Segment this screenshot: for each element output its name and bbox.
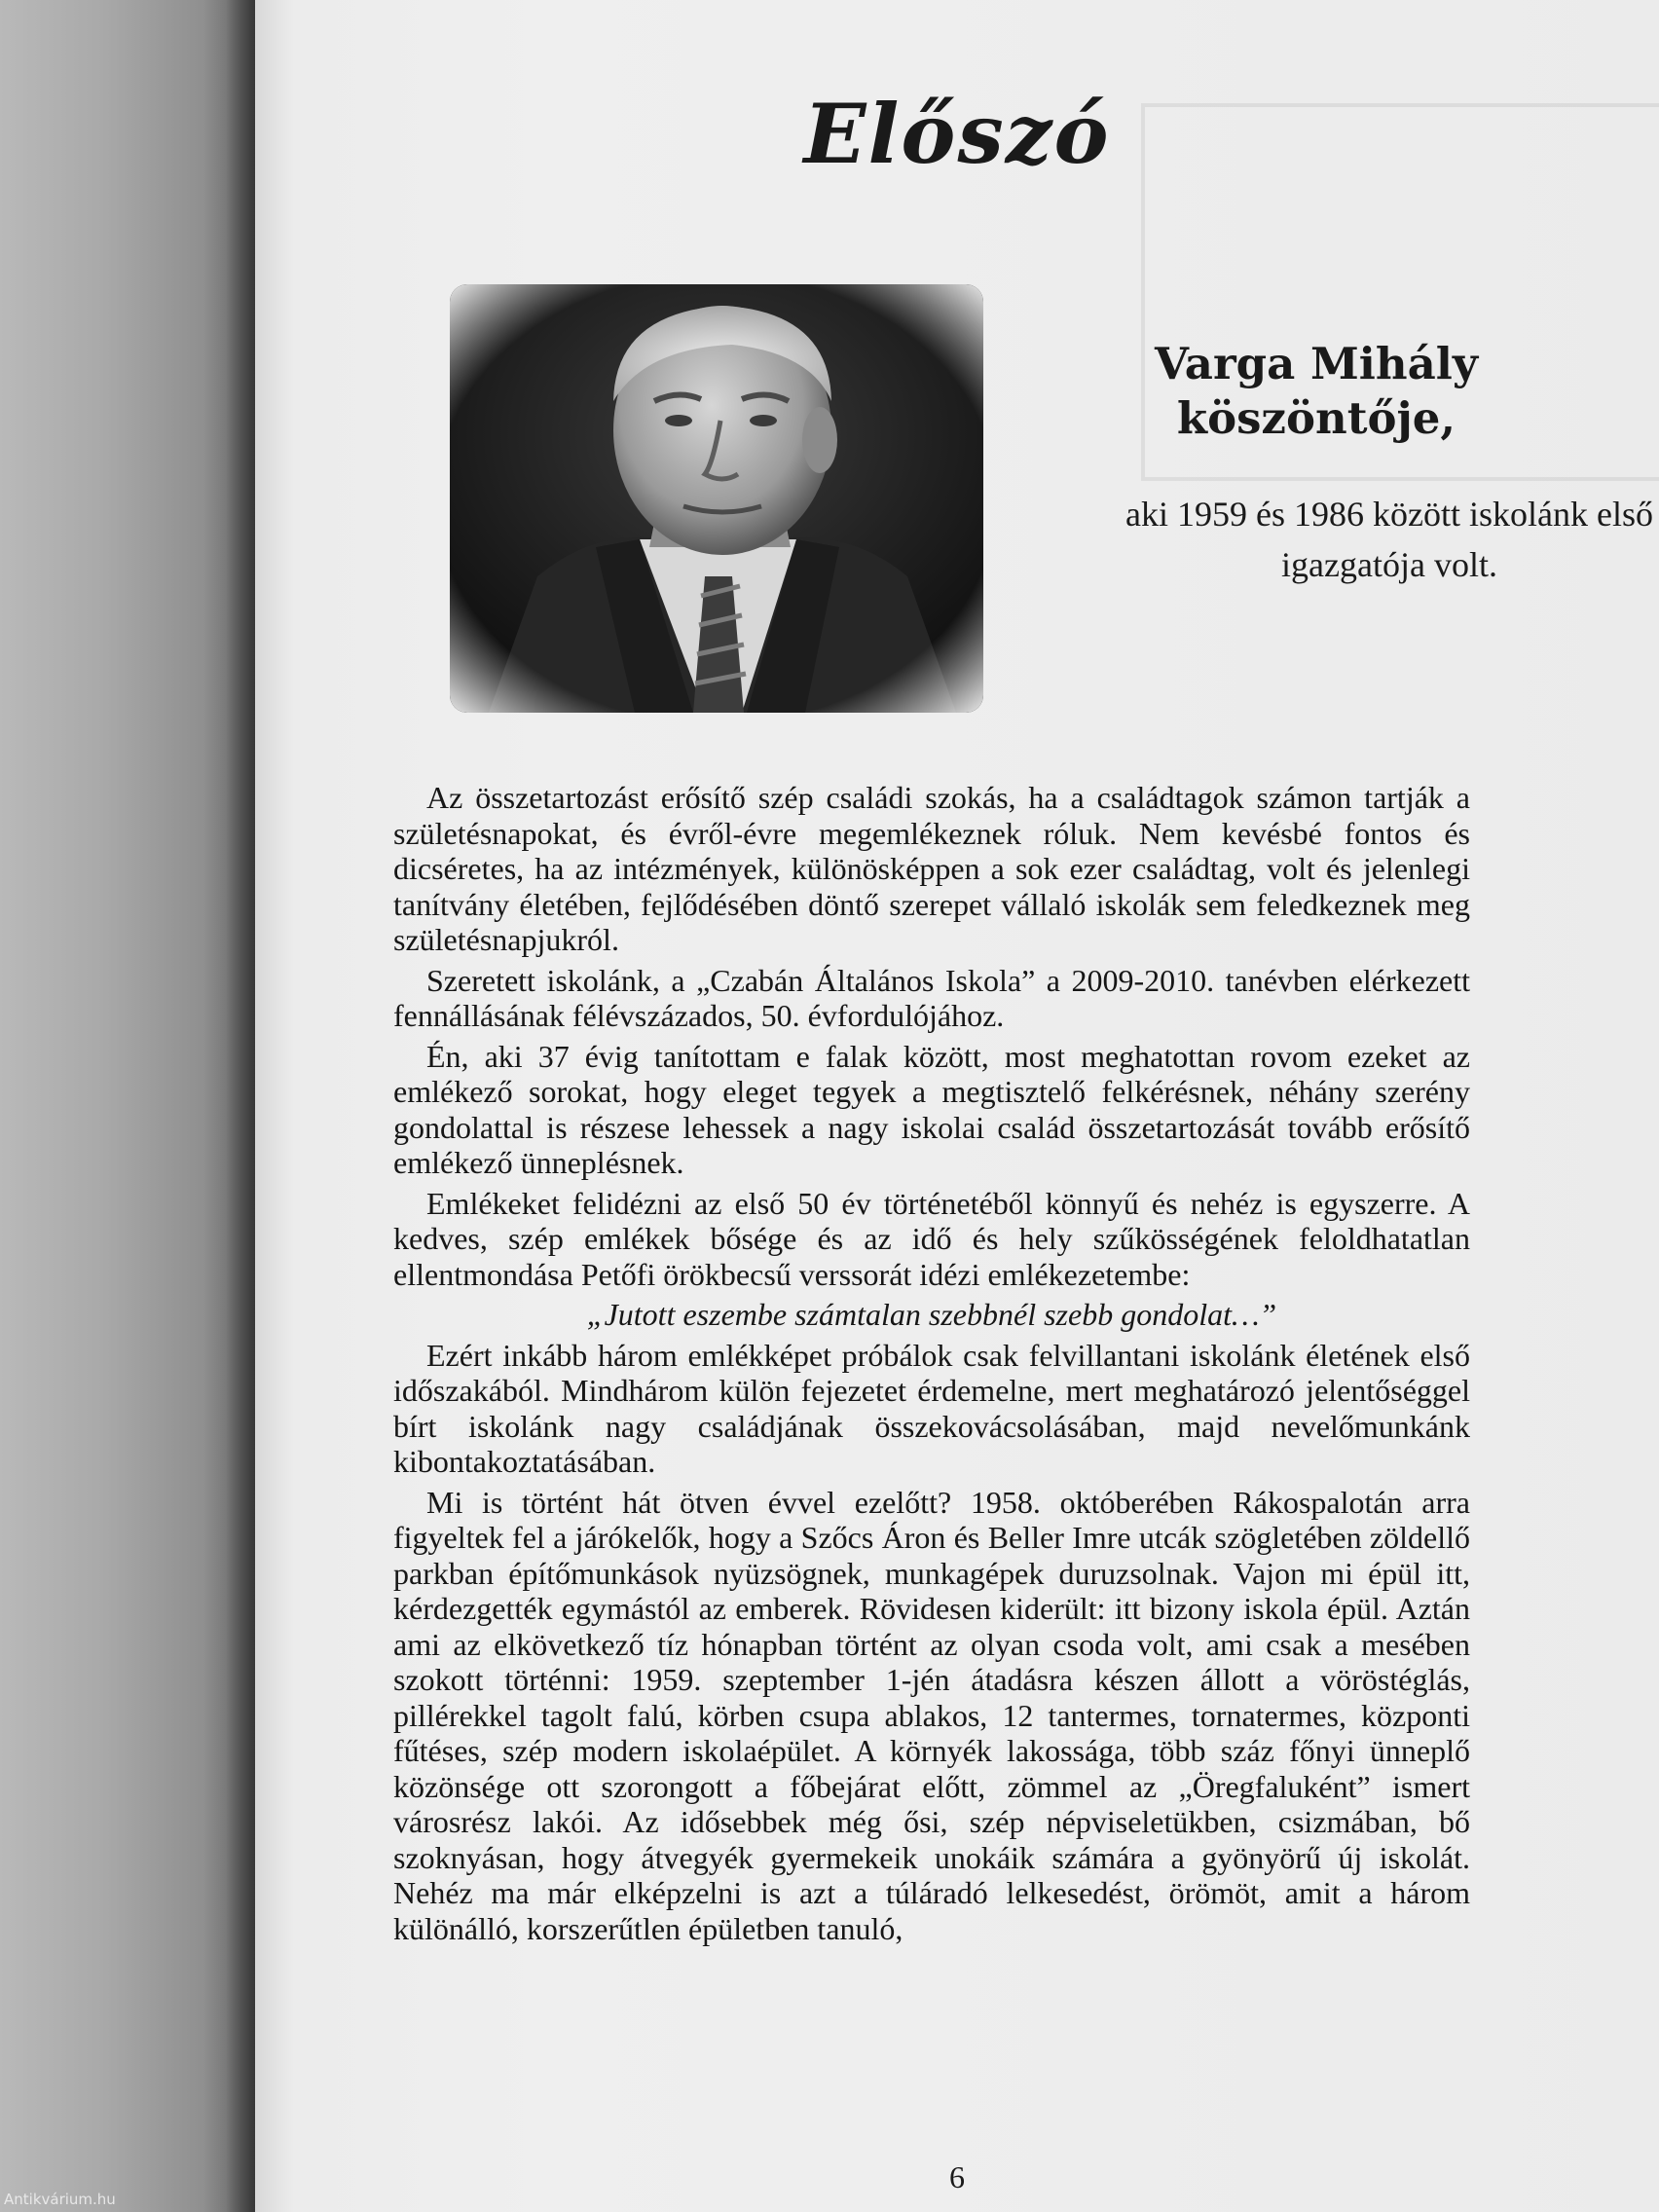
page-number: 6	[949, 2159, 965, 2194]
paragraph: Szeretett iskolánk, a „Czabán Általános Iskola” a 2009-2010. tanévben elérkezett fennállásának félévszázados, 50. évfordulójához.	[393, 962, 1470, 1033]
paragraph: Én, aki 37 évig tanítottam e falak között, most meghatottan rovom ezeket az emlékező sorokat, hogy eleget tegyek a megtisztelő felkérésnek, néhány szerény gondolattal is részese lehessek a nagy iskolai család összetartozását tovább erősítő emlékező ünneplésnek.	[393, 1038, 1470, 1180]
paragraph: Emlékeket felidézni az első 50 év történetéből könnyű és nehéz is egyszerre. A kedves, szép emlékek bősége és az idő és hely szűkösségének feloldhatatlan ellentmondása Petőfi örökbecsű verssorát idézi emlékezetembe:	[393, 1185, 1470, 1292]
body-text	[393, 780, 1470, 1951]
poem-quote: „Jutott eszembe számtalan szebbnél szebb gondolat…”	[586, 1297, 1277, 1332]
spine-shadow	[226, 0, 255, 2212]
paragraph: Mi is történt hát ötven évvel ezelőtt? 1958. októberében Rákospalotán arra figyeltek fel a járókelők, hogy a Szőcs Áron és Beller Imre utcák szögletében zöldellő parkban építőmunkások nyüzsögnek, munkagépek duruzsolnak. Vajon mi épül itt, kérdezgették egymástól az emberek. Rövidesen kiderült: itt bizony iskola épül. Aztán ami az elkövetkező tíz hónapban történt az olyan csoda volt, ami csak a mesében szokott történni: 1959. szeptember 1-jén átadásra készen állott a vöröstéglás, pillérekkel tagolt falú, körben csupa ablakos, 12 tantermes, tornatermes, központi fűtéses, szép modern iskolaépület. A környék lakossága, több száz főnyi ünneplő közönsége ott szorongott a főbejárat előtt, zömmel az „Öregfaluként” ismert városrész lakói. Az idősebbek még ősi, szép népviseletükben, csizmában, bő szoknyásan, hogy átvegyék gyermekeik unokáik számára a gyönyörű új iskolát. Nehéz ma már elképzelni is azt a túláradó lelkesedést, örömöt, amit a három különálló, korszerűtlen épületben tanuló,	[393, 1484, 1470, 1946]
paragraph: Ezért inkább három emlékképet próbálok csak felvillantani iskolánk életének első időszakából. Mindhárom külön fejezetet érdemelne, mert meghatározó jelentőséggel bírt iskolánk nagy családjának összekovácsolásában, majd nevelőmunkánk kibontakoztatásában.	[393, 1337, 1470, 1479]
portrait-photo	[450, 284, 983, 713]
portrait-illustration	[450, 284, 983, 713]
book-spine	[0, 0, 255, 2212]
watermark: Antikvárium.hu	[4, 2191, 116, 2208]
paragraph: Az összetartozást erősítő szép családi szokás, ha a családtagok számon tartják a születésnapokat, és évről-évre megemlékeznek róluk. Nem kevésbé fontos és dicséretes, ha az intézmények, különösképpen a sok ezer családtag, volt és jelenlegi tanítvány életében, fejlődésében döntő szerepet vállaló iskolák sem feledkeznek meg születésnapjukról.	[393, 780, 1470, 957]
book-page	[255, 0, 1659, 2212]
page-title: Előszó	[803, 86, 1111, 182]
greeting-subheading: aki 1959 és 1986 között iskolánk első igazgatója volt.	[1125, 495, 1653, 584]
greeting-heading: Varga Mihály köszöntője,	[1155, 338, 1478, 444]
